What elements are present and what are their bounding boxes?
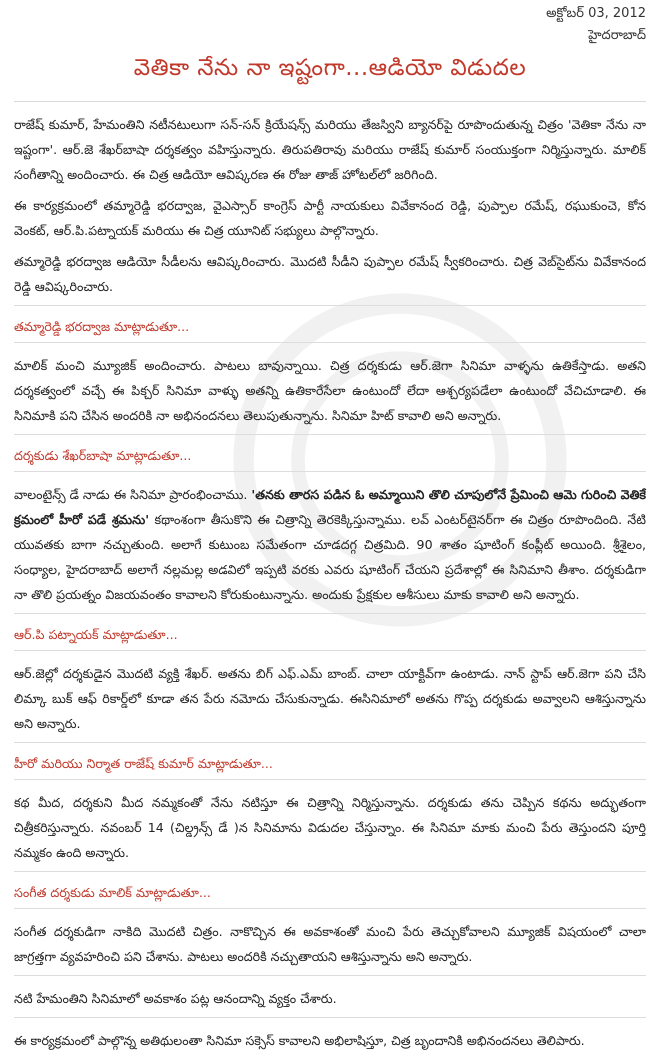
paragraph-launch: తమ్మారెడ్డి భరద్వాజ ఆడియో సీడీలను ఆవిష్కరించారు. మొదటి సీడీని పుప్పాల రమేష్ స్వీకరించారు. చిత్ర వెబ్‌సైట్‌ను వివేకానంద రెడ్డి ఆవిష్కరించారు. [14,254,646,294]
paragraph-intro: రాజేష్ కుమార్, హేమంతిని నటీనటులుగా సన్-సన్ క్రియేషన్స్ మరియు తేజస్విని బ్యానర్‌పై రూపొందుతున్న చిత్రం 'వెతికా నేను నా ఇష్టంగా'. ఆర్.జె శేఖర్‌బాషా దర్శకత్వం వహిస్తున్నారు. తిరుపతిరావు మరియు రాజేష్ కుమార్ సంయుక్తంగా నిర్మిస్తున్నారు. మాలిక్ సంగీతాన్ని అందించారు. ఈ చిత్ర ఆడియో ఆవిష్కరణ ఈ రోజు తాజ్ హోటల్‌లో జరిగింది. [14,117,646,182]
article-place: హైదరాబాద్ [588,28,646,43]
section-heading-director: దర్శకుడు శేఖర్‌బాషా మాట్లాడుతూ... [14,448,192,463]
section-divider [14,342,646,343]
article-body [14,112,646,1059]
section-divider [14,613,646,614]
section-divider [14,305,646,306]
paragraph-malik: సంగీత దర్శకుడిగా నాకిది మొదటి చిత్రం. నాకొచ్చిన ఈ అవకాశంతో మంచి పేరు తెచ్చుకోవాలని మ్యూజిక్ విషయంలో చాలా జాగ్రత్తగా వ్యవహరించి పని చేశాను. పాటలు అందరికి నచ్చుతాయని ఆశిస్తున్నాను అని అన్నారు. [14,924,646,964]
section-heading-hero: హీరో మరియు నిర్మాత రాజేష్ కుమార్ మాట్లాడుతూ... [14,756,273,771]
director-text-rest: కథాంశంగా తీసుకొని ఈ చిత్రాన్ని తెరకెక్కిస్తున్నాము. లవ్ ఎంటర్‌టైనర్‌గా ఈ చిత్రం రూపొందింది. నేటి యువతకు బాగా నచ్చుతుంది. అలాగే కుటుంబ సమేతంగా చూడదగ్గ చిత్రమిది. 90 శాతం షూటింగ్ కంప్లీట్ అయింది. శ్రీశైలం, సంధ్యాల, హైదరాబాద్ అలాగే నల్లమల్ల అడవిలో ఇప్పటి వరకు ఎవరు షూటింగ్ చేయని ప్రదేశాల్లో ఈ సినిమాని తీశాం. దర్శకుడిగా నా తొలి ప్రయత్నం విజయవంతం కావాలని కోరుకుంటున్నాను. అందుకు ప్రేక్షకుల ఆశీసులు మాకు కావాలి అని అన్నారు. [14,512,646,602]
section-divider [14,1017,646,1018]
section-heading-bharadwaja: తమ్మారెడ్డి భరద్వాజ మాట్లాడుతూ... [14,319,190,334]
section-divider [14,742,646,743]
story-quote: 'తనకు తారస పడిన ఓ అమ్మాయిని తొలి చూపులోనే ప్రేమించి ఆమె గురించి వెతికే క్రమంలో హీరో పడే శ్రమను' [14,487,647,527]
paragraph-closing: ఈ కార్యక్రమంలో పాల్గొన్న అతిథులంతా సినిమా సక్సెస్ కావాలని అభిలాషిస్తూ, చిత్ర బృందానికి అభినందనలు తెలిపారు. [14,1033,585,1048]
section-divider [14,975,646,976]
director-text-start: వాలంటైన్స్ డే నాడు ఈ సినిమా ప్రారంభించాము. [14,487,252,502]
article-date: అక్టోబర్ 03, 2012 [546,6,646,21]
paragraph-hero: కథ మీద, దర్శకుని మీద నమ్మకంతో నేను నటిస్తూ ఈ చిత్రాన్ని నిర్మిస్తున్నాను. దర్శకుడు తను చెప్పిన కథను అద్భుతంగా చిత్రీకరిస్తున్నారు. నవంబర్ 14 (చిల్డ్రన్స్ డే )న సినిమాను విడుదల చేస్తున్నాం. ఈ సినిమా మాకు మంచి పేరు తెస్తుందని పూర్తి నమ్మకం ఉంది అన్నారు. [14,795,646,860]
section-divider [14,650,646,651]
paragraph-heroine: నటి హేమంతిని సినిమాలో అవకాశం పట్ల ఆనందాన్ని వ్యక్తం చేశారు. [14,991,337,1006]
paragraph-director [14,482,646,607]
title-divider [14,101,646,102]
section-heading-malik: సంగీత దర్శకుడు మాలిక్ మాట్లాడుతూ... [14,885,211,900]
section-divider [14,779,646,780]
paragraph-rp-patnaik: ఆర్.జెల్లో దర్శకుడైన మొదటి వ్యక్తి శేఖర్. అతను బిగ్ ఎఫ్.ఎమ్ బాంబ్. చాలా యాక్టివ్‌గా ఉంటాడు. నాన్ స్టాప్ ఆర్.జెగా పని చేసి లిమ్కా బుక్ ఆఫ్ రికార్డ్‌లో కూడా తన పేరు నమోదు చేసుకున్నాడు. ఈసినిమాలో అతను గొప్ప దర్శకుడు అవ్వాలని ఆశిస్తున్నాను అని అన్నారు. [14,666,646,731]
article-title: వెతికా నేను నా ఇష్టంగా...ఆడియో విడుదల [133,55,527,81]
section-heading-rp-patnaik: ఆర్.పి పట్నాయక్ మాట్లాడుతూ... [14,627,178,642]
section-divider [14,871,646,872]
section-divider [14,908,646,909]
section-divider [14,434,646,435]
paragraph-guests: ఈ కార్యక్రమంలో తమ్మారెడ్డి భరద్వాజ, వైఎస్సార్ కాంగ్రెస్ పార్టీ నాయకులు వివేకానంద రెడ్డి, పుప్పాల రమేష్, రఘుకుంచె, కోన వెంకట్, ఆర్.పి.పట్నాయక్ మరియు ఈ చిత్ర యూనిట్ సభ్యులు పాల్గొన్నారు. [14,198,646,238]
section-divider [14,471,646,472]
paragraph-bharadwaja: మాలిక్ మంచి మ్యూజిక్ అందించారు. పాటలు బావున్నాయి. చిత్ర దర్శకుడు ఆర్.జెగా సినిమా వాళ్ళను ఉతికేస్తాడు. అతని దర్శకత్వంలో వచ్చే ఈ పిక్చర్ సినిమా వాళ్ళు అతన్ని ఉతికారేసేలా ఉంటుందో లేదా ఆశ్చర్యపడేలా ఉంటుందో వేచిచూడాలి. ఈ సినిమాకి పని చేసిన అందరికి నా అభినందనలు తెలుపుతున్నాను. సినిమా హిట్ కావాలి అని అన్నారు. [14,358,646,423]
